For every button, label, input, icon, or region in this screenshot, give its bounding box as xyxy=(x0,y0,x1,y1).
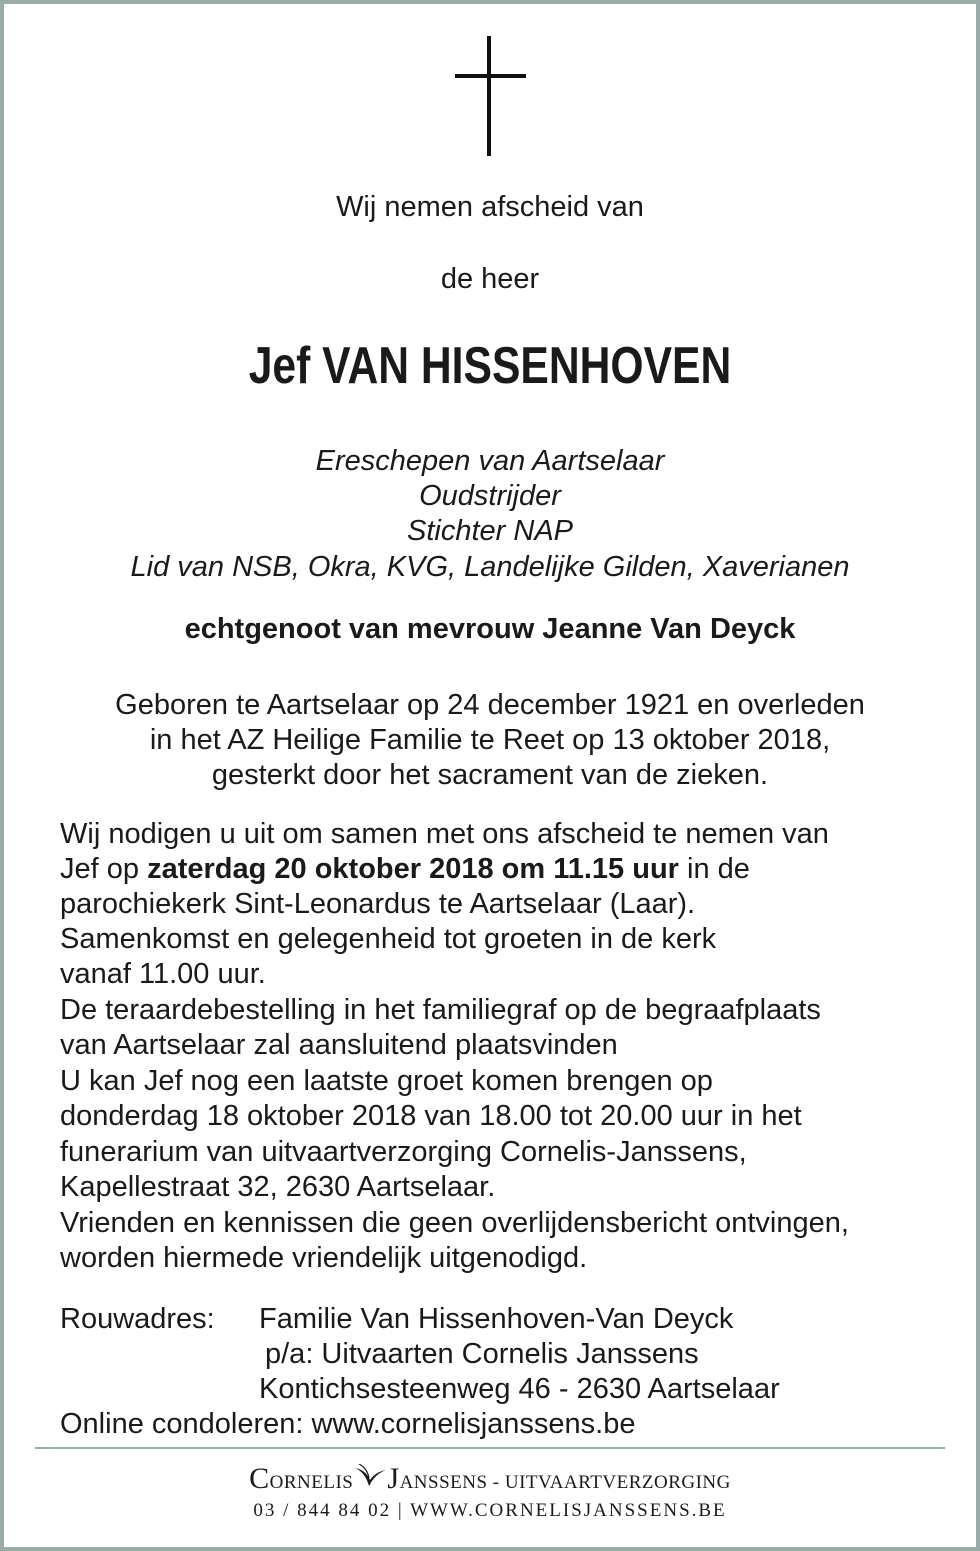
logo-text: ORNELIS xyxy=(269,1472,354,1493)
invite-line: De teraardebestelling in het familiegraf op de begraafplaats xyxy=(60,994,821,1026)
invite-line: van Aartselaar zal aansluitend plaatsvinden xyxy=(60,1029,618,1061)
address-line: Familie Van Hissenhoven-Van Deyck xyxy=(259,1303,734,1335)
deceased-name: Jef VAN HISSENHOVEN xyxy=(248,337,732,395)
invite-line: funerarium van uitvaartverzorging Cornelis-Janssens, xyxy=(60,1136,747,1168)
funeral-home-contact: 03 / 844 84 02 | WWW.CORNELISJANSSENS.BE xyxy=(253,1500,727,1521)
address-label: Rouwadres: xyxy=(60,1303,215,1335)
bird-icon xyxy=(353,1464,387,1490)
invite-line: Vrienden en kennissen die geen overlijdensbericht ontvingen, xyxy=(60,1207,849,1239)
online-condolence-link[interactable]: Online condoleren: www.cornelisjanssens.be xyxy=(60,1408,636,1440)
logo-text: C xyxy=(249,1462,270,1495)
role-line: Stichter NAP xyxy=(407,515,573,547)
address-line: p/a: Uitvaarten Cornelis Janssens xyxy=(265,1338,699,1370)
spouse-line: echtgenoot van mevrouw Jeanne Van Deyck xyxy=(184,613,796,645)
intro-text: Wij nemen afscheid van xyxy=(336,191,644,223)
title-prefix: de heer xyxy=(440,263,540,295)
invite-line: worden hiermede vriendelijk uitgenodigd. xyxy=(60,1242,588,1274)
invite-line: donderdag 18 oktober 2018 van 18.00 tot 20.00 uur in het xyxy=(60,1100,802,1132)
invite-line: Wij nodigen u uit om samen met ons afscheid te nemen van xyxy=(60,818,829,850)
divider xyxy=(35,1447,945,1449)
invite-text: Jef op xyxy=(60,853,148,885)
role-line: Oudstrijder xyxy=(419,480,561,512)
role-line: Ereschepen van Aartselaar xyxy=(315,445,665,477)
invite-line: U kan Jef nog een laatste groet komen brengen op xyxy=(60,1065,713,1097)
logo-text: ANSSENS - UITVAARTVERZORGING xyxy=(399,1472,731,1493)
birth-death-line: gesterkt door het sacrament van de zieken. xyxy=(211,759,769,791)
logo-text: J xyxy=(387,1462,400,1495)
invite-text: in de xyxy=(678,853,750,885)
birth-death-line: Geboren te Aartselaar op 24 december 1921 en overleden xyxy=(115,689,865,721)
ceremony-datetime: zaterdag 20 oktober 2018 om 11.15 uur xyxy=(147,853,679,885)
invite-line-date xyxy=(60,853,750,886)
invite-line: vanaf 11.00 uur. xyxy=(60,958,266,990)
funeral-home-logo xyxy=(0,1462,980,1496)
invite-line: Samenkomst en gelegenheid tot groeten in de kerk xyxy=(60,923,717,955)
invite-line: parochiekerk Sint-Leonardus te Aartselaar (Laar). xyxy=(60,888,696,920)
birth-death-line: in het AZ Heilige Familie te Reet op 13 oktober 2018, xyxy=(149,724,831,756)
role-line: Lid van NSB, Okra, KVG, Landelijke Gilden, Xaverianen xyxy=(130,551,850,583)
invite-line: Kapellestraat 32, 2630 Aartselaar. xyxy=(60,1171,496,1203)
address-line: Kontichsesteenweg 46 - 2630 Aartselaar xyxy=(259,1373,780,1405)
